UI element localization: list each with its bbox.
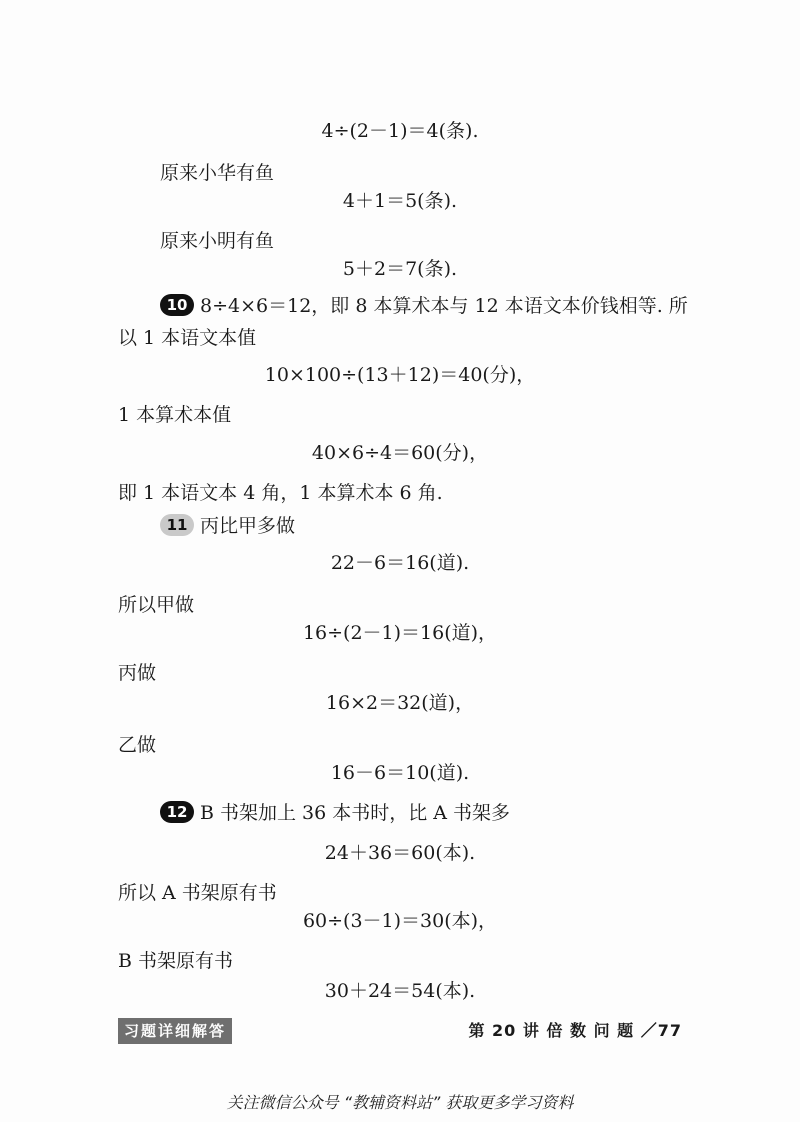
problem-number-badge: 10 [160,294,194,316]
text-line: B 书架原有书 [118,950,234,972]
problem-10 [160,293,688,319]
watermark-text: 关注微信公众号 “教辅资料站” 获取更多学习资料 [226,1093,574,1112]
text-line: 原来小华有鱼 [160,162,275,184]
equation: 24＋36＝60(本). [324,842,476,864]
equation: 30＋24＝54(本). [324,980,476,1002]
equation: 16－6＝10(道). [330,762,470,784]
equation: 4＋1＝5(条). [342,190,458,212]
text-line: 即 1 本语文本 4 角，1 本算术本 6 角. [118,482,443,504]
problem-number-badge: 11 [160,514,194,536]
problem-12 [160,800,510,826]
section-tag: 习题详细解答 [118,1018,232,1044]
problem-11 [160,513,295,539]
equation: 5＋2＝7(条). [342,258,458,280]
text-line: 丙做 [118,662,157,684]
equation: 60÷(3－1)＝30(本)， [302,910,498,932]
equation: 22－6＝16(道). [330,552,470,574]
equation: 40×6÷4＝60(分)， [311,442,489,464]
text-line: 1 本算术本值 [118,404,232,426]
problem-text: 8÷4×6＝12，即 8 本算术本与 12 本语文本价钱相等. 所 [200,295,688,317]
problem-number-badge: 12 [160,801,194,823]
text-line: 原来小明有鱼 [160,230,275,252]
equation: 4÷(2－1)＝4(条). [321,120,479,142]
problem-text: 丙比甲多做 [200,515,296,537]
equation: 10×100÷(13＋12)＝40(分)， [264,364,536,386]
chapter-page-title: 第 20 讲 倍 数 问 题 ／77 [468,1021,682,1040]
equation: 16÷(2－1)＝16(道)， [302,622,498,644]
text-line: 以 1 本语文本值 [118,327,257,349]
text-line: 乙做 [118,734,157,756]
problem-text: B 书架加上 36 本书时，比 A 书架多 [200,802,511,824]
text-line: 所以甲做 [118,594,195,616]
text-line: 所以 A 书架原有书 [118,882,277,904]
equation: 16×2＝32(道)， [325,692,475,714]
